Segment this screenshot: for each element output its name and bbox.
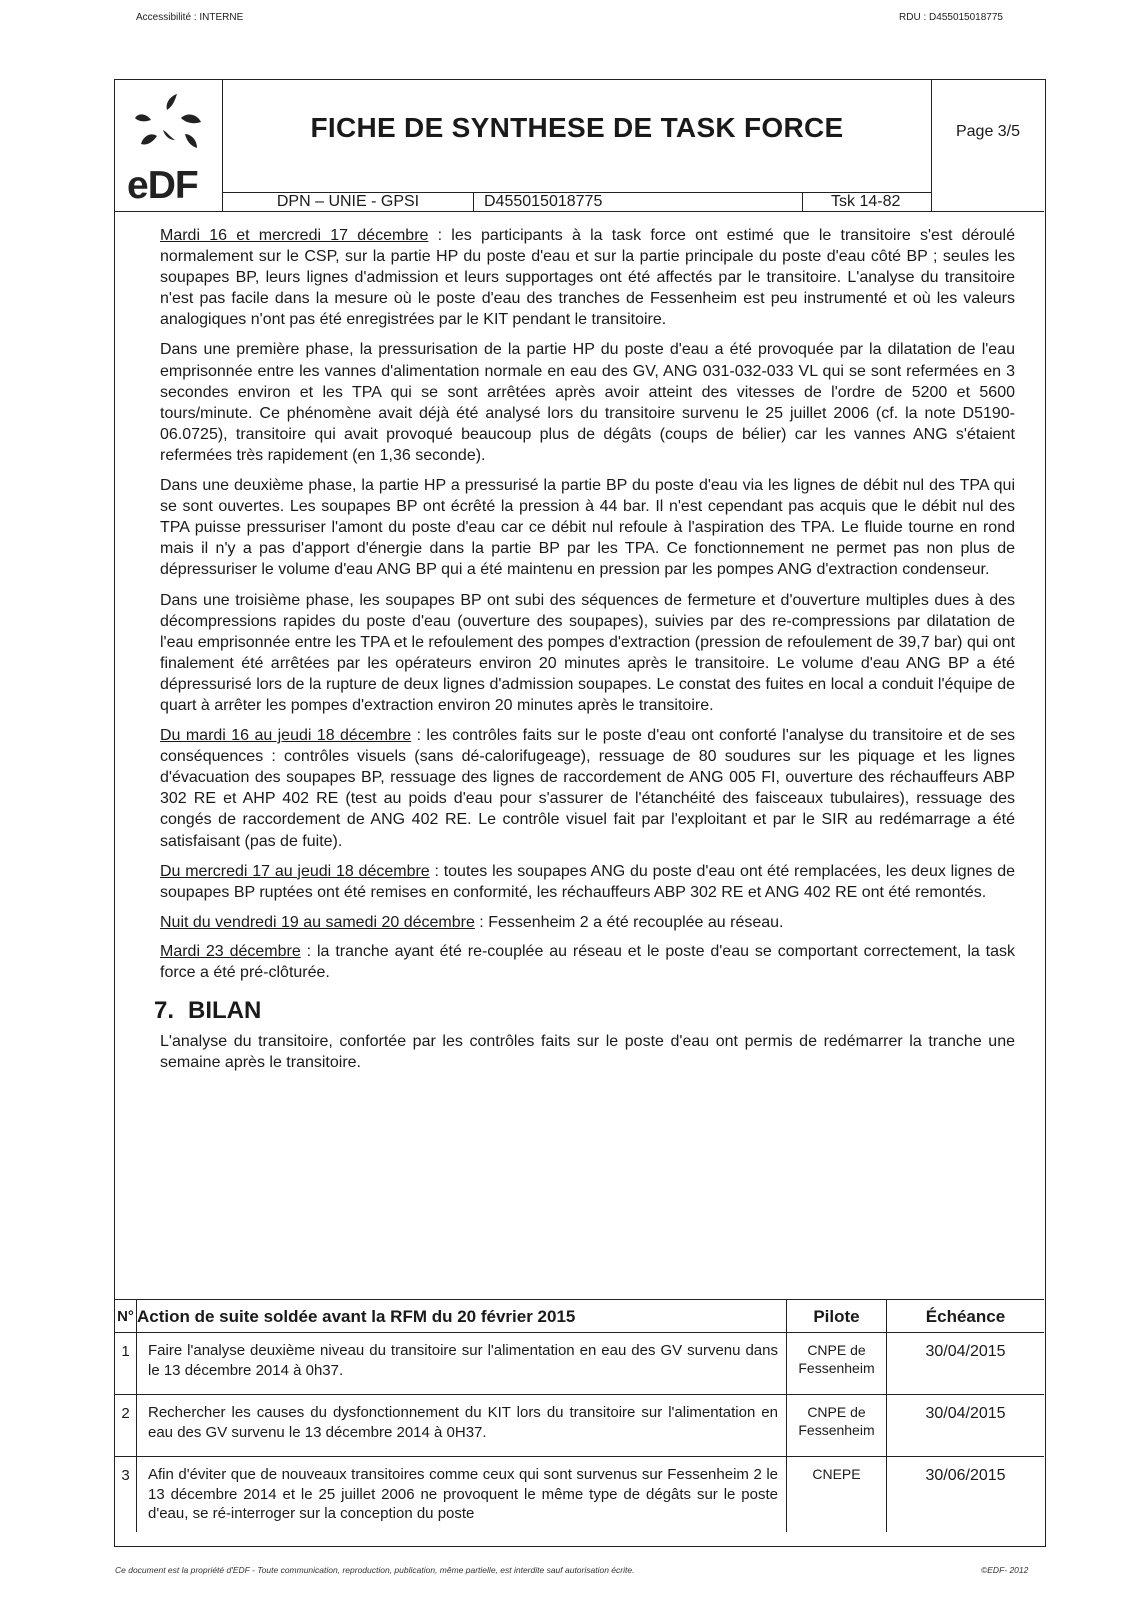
row-num <box>115 1457 137 1532</box>
row-action-text: Faire l'analyse deuxième niveau du transitoire sur l'alimentation en eau des GV survenu dans le 13 décembre 2014 à 0h37. <box>148 1342 778 1379</box>
actions-table <box>115 1299 1044 1532</box>
paragraph-6 <box>160 861 1015 903</box>
row-pilote-line-2: Fessenheim <box>798 1360 875 1376</box>
row-pilote-line-1: CNEPE <box>812 1466 861 1482</box>
row-action <box>137 1395 787 1456</box>
paragraph-7-text: : Fessenheim 2 a été recouplée au réseau. <box>474 913 784 931</box>
row-action <box>137 1457 787 1532</box>
paragraph-5-text: : les contrôles faits sur le poste d'eau ont conforté l'analyse du transitoire et de ses conséquences : contrôles visuels (sans dé-calorifugeage), ressuage de 80 soudures sur les piquage et les lignes d'évacuation des soupapes BP, ressuage des lignes de raccordement de ANG 005 FI, ouverture des réchauffeurs ABP 302 RE et AHP 402 RE (test au poids d'eau pour s'assurer de l'étanchéité des faisceaux tubulaires), ressuage des congés de raccordement de ANG 402 RE. Le contrôle visuel fait par l'exploitant et par le SIR au redémarrage a été satisfaisant (pas de fuite). <box>160 727 1015 850</box>
ref-document-number: D455015018775 <box>473 193 803 211</box>
title-cell <box>223 80 932 192</box>
row-pilote-text <box>787 1395 886 1439</box>
page-cell <box>932 80 1044 212</box>
table-row <box>115 1457 1044 1532</box>
row-pilote-text <box>787 1333 886 1377</box>
paragraph-6-text: : toutes les soupapes ANG du poste d'eau ont été remplacées, les deux lignes de soupapes BP ruptées ont été remises en conformité, les réchauffeurs ABP 302 RE et ANG 402 RE ont été remontés. <box>160 862 1016 901</box>
header-num: N° <box>115 1300 137 1332</box>
table-header-row <box>115 1300 1044 1333</box>
document-header <box>115 80 1044 212</box>
row-num-text: 2 <box>121 1405 130 1422</box>
row-echeance <box>887 1333 1044 1394</box>
paragraph-5 <box>160 725 1015 852</box>
row-echeance <box>887 1457 1044 1532</box>
row-pilote-line-1: CNPE de <box>807 1342 866 1358</box>
row-echeance <box>887 1395 1044 1456</box>
paragraph-5-date: Du mardi 16 au jeudi 18 décembre <box>160 727 412 745</box>
paragraph-3: Dans une deuxième phase, la partie HP a pressurisé la partie BP du poste d'eau via les lignes de débit nul des TPA qui se sont ouvertes. Les soupapes BP ont écrêté la pression à 44 bar. Il n'est cependant pas acquis que le débit nul des TPA puisse pressuriser l'amont du poste d'eau car ce débit nul refoule à l'aspiration des TPA. Le fluide tourne en rond mais il n'y a pas d'apport d'énergie dans la partie BP par les TPA. Ce fonctionnement ne permet pas non plus de dépressuriser le volume d'eau ANG BP qui a été maintenu en pression par les pompes ANG d'extraction condenseur. <box>160 477 1015 579</box>
row-num-text: 1 <box>121 1343 130 1360</box>
row-pilote-line-1: CNPE de <box>807 1404 866 1420</box>
row-pilote <box>787 1395 887 1456</box>
row-action-text: Rechercher les causes du dysfonctionnement du KIT lors du transitoire sur l'alimentation en eau des GV survenu le 13 décembre 2014 à 0H37. <box>148 1404 778 1441</box>
row-num <box>115 1395 137 1456</box>
row-num-text: 3 <box>121 1467 130 1484</box>
table-row <box>115 1395 1044 1457</box>
row-echeance-text: 30/06/2015 <box>925 1467 1006 1484</box>
paragraph-7-date: Nuit du vendredi 19 au samedi 20 décembre <box>160 913 475 931</box>
header-pilote: Pilote <box>787 1300 887 1332</box>
paragraph-1-text: : les participants à la task force ont estimé que le transitoire s'est déroulé normalement sur le CSP, sur la partie HP du poste d'eau et sur la partie principale du poste d'eau côté BP ; seules les soupapes BP, leurs lignes d'admission et leurs supportages ont été affectés par le transitoire. L'analyse du transitoire n'est pas facile dans la mesure où le poste d'eau des tranches de Fessenheim est peu instrumenté et où les valeurs analogiques n'ont pas été enregistrées par le KIT pendant le transitoire. <box>160 227 1015 329</box>
paragraph-7 <box>160 912 1015 933</box>
section-number: 7. <box>154 997 175 1025</box>
paragraph-6-date: Du mercredi 17 au jeudi 18 décembre <box>160 862 430 880</box>
ref-task-number: Tsk 14-82 <box>831 193 901 210</box>
section-paragraph: L'analyse du transitoire, confortée par les contrôles faits sur le poste d'eau ont permis de redémarrer la tranche une semaine après le transitoire. <box>160 1033 1015 1072</box>
row-num <box>115 1333 137 1394</box>
row-action <box>137 1333 787 1394</box>
reference-row <box>223 192 932 212</box>
header-action: Action de suite soldée avant la RFM du 20 février 2015 <box>137 1300 787 1332</box>
row-pilote <box>787 1333 887 1394</box>
paragraph-8 <box>160 941 1015 983</box>
section-heading <box>154 997 1015 1025</box>
section-title: BILAN <box>188 997 262 1025</box>
edf-logo <box>115 80 223 212</box>
paragraph-8-text: : la tranche ayant été re-couplée au réseau et le poste d'eau se comportant correctement, la task force a été pré-clôturée. <box>160 942 1016 981</box>
row-pilote-line-2: Fessenheim <box>798 1422 875 1438</box>
ref-unit: DPN – UNIE - GPSI <box>276 193 420 210</box>
row-echeance-text: 30/04/2015 <box>925 1405 1006 1422</box>
document-frame <box>114 79 1046 1547</box>
table-row <box>115 1333 1044 1395</box>
paragraph-1 <box>160 225 1015 330</box>
paragraph-8-date: Mardi 23 décembre <box>160 942 301 960</box>
row-pilote-text <box>787 1457 886 1483</box>
document-title: FICHE DE SYNTHESE DE TASK FORCE <box>310 112 844 143</box>
edf-logo-text: eDF <box>127 164 198 207</box>
footer-disclaimer: Ce document est la propriété d'EDF - Toute communication, reproduction, publication, même partielle, est interdite sauf autorisation écrite. <box>115 1565 635 1575</box>
edf-logo-icon <box>125 92 213 164</box>
row-action-text: Afin d'éviter que de nouveaux transitoires comme ceux qui sont survenus sur Fessenheim 2 le 13 décembre 2014 et le 25 juillet 2006 ne provoquent le même type de dégâts sur le poste d'eau, se ré-interroger sur la conception du poste <box>148 1466 778 1522</box>
row-echeance-text: 30/04/2015 <box>925 1343 1006 1360</box>
document-body <box>154 225 1016 1082</box>
accessibility-label: Accessibilité : INTERNE <box>136 12 244 23</box>
paragraph-2: Dans une première phase, la pressurisation de la partie HP du poste d'eau a été provoquée par la dilatation de l'eau emprisonnée entre les vannes d'alimentation normale en eau des GV, ANG 031-032-033 VL qui se sont refermées en 3 secondes environ et les TPA qui se sont arrêtées après avoir atteint des vitesses de l'ordre de 5200 et 5600 tours/minute. Ce phénomène avait déjà été analysé lors du transitoire survenu le 25 juillet 2006 (cf. la note D5190-06.0725), transitoire qui avait provoqué beaucoup plus de dégâts (coups de bélier) car les vannes ANG s'étaient refermées très rapidement (en 1,36 seconde). <box>160 341 1015 464</box>
page-number: Page 3/5 <box>955 123 1021 140</box>
paragraph-1-date: Mardi 16 et mercredi 17 décembre <box>160 227 429 244</box>
footer-copyright: ©EDF- 2012 <box>981 1565 1029 1575</box>
rdu-reference: RDU : D455015018775 <box>899 12 1003 23</box>
paragraph-4: Dans une troisième phase, les soupapes BP ont subi des séquences de fermeture et d'ouverture multiples dues à des décompressions rapides du poste d'eau (ouverture des soupapes), suivies par des re-compressions par dilatation de l'eau emprisonnée entre les TPA et le refoulement des pompes d'extraction (pression de refoulement de 39,7 bar) qui ont finalement été arrêtées par les opérateurs environ 20 minutes après le transitoire. Le volume d'eau ANG BP a été dépressurisé lors de la rupture de deux lignes d'admission soupapes. Le constat des fuites en local a conduit l'équipe de quart à arrêter les pompes d'extraction environ 20 minutes après le transitoire. <box>160 591 1015 714</box>
header-echeance: Échéance <box>925 1307 1006 1326</box>
row-pilote <box>787 1457 887 1532</box>
